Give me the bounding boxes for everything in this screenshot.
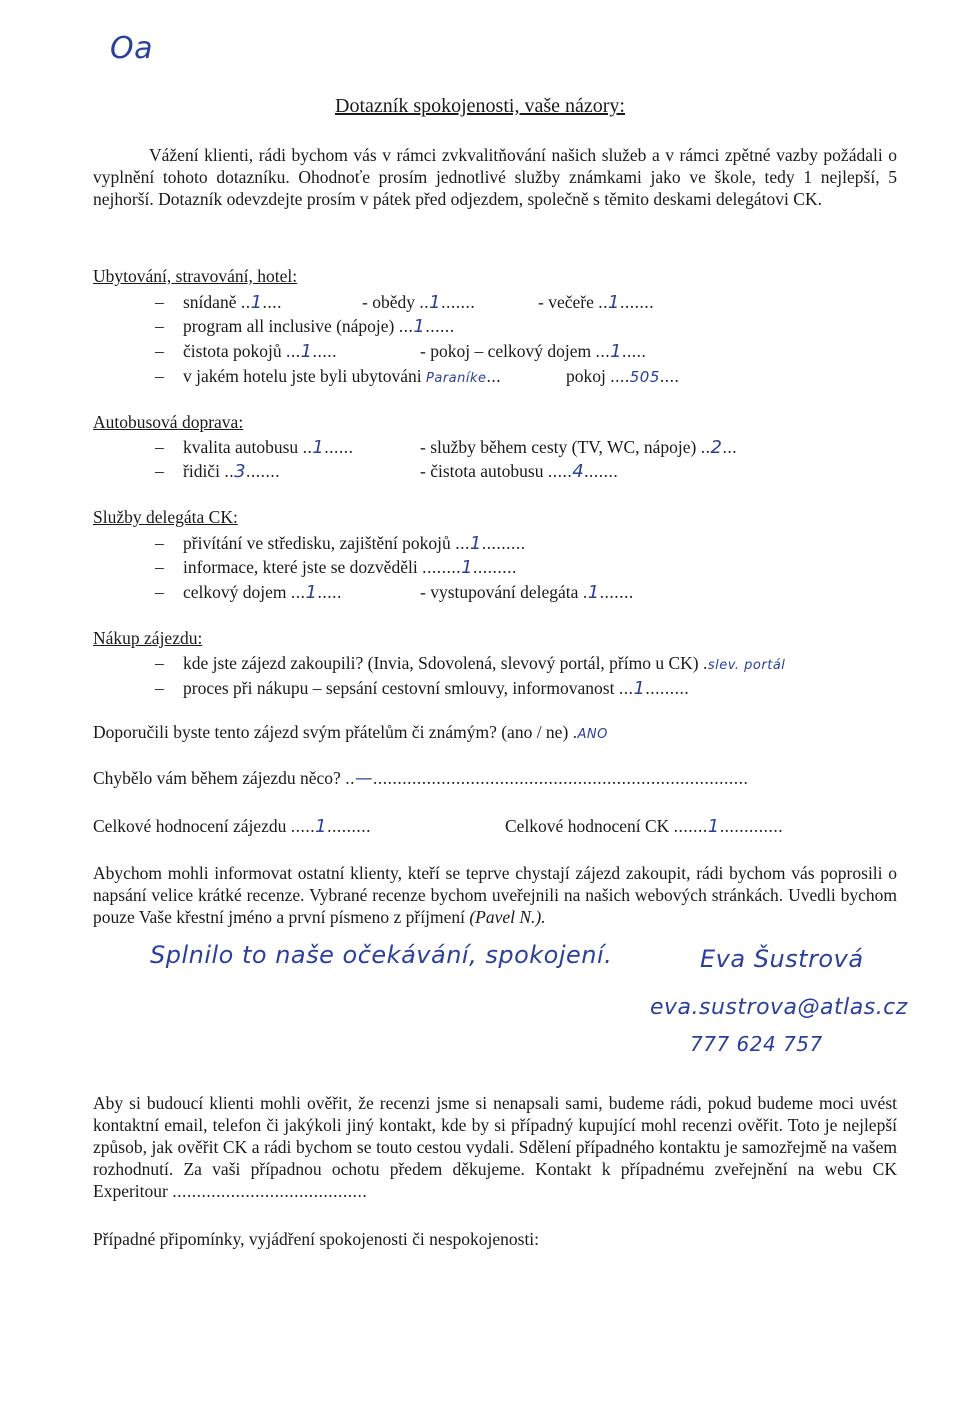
- comments-label: Případné připomínky, vyjádření spokojenosti či nespokojenosti:: [93, 1229, 540, 1249]
- row-room-cleanliness: – čistota pokojů ...1.....: [155, 341, 337, 362]
- lunch-value[interactable]: 1: [429, 292, 442, 313]
- missing-value[interactable]: —: [354, 769, 373, 789]
- hotel-label: v jakém hotelu jste byli ubytováni: [183, 366, 422, 386]
- contact-text: Aby si budoucí klienti mohli ověřit, že recenzi jsme si nenapsali sami, budeme rádi, pokud budeme moci uvést kontaktní email, telefon či jakýkoli jiný kontakt, kde by si případný kupující mohl recenzi ověřit. Toto je nejlepší způsob, jak ověřit CK a rádi bychom se touto cestou vydali. Sdělení případného kontaktu je samozřejmě na vašem rozhodnutí. Za vaši případnou ochotu předem děkujeme. Kontakt k případnému zveřejnění na webu CK Experitour: [93, 1093, 897, 1201]
- all-inclusive-value[interactable]: 1: [413, 316, 426, 337]
- review-request-paragraph: [93, 863, 897, 929]
- section-heading-purchase: Nákup zájezdu:: [93, 628, 203, 648]
- delegate-overall-value[interactable]: 1: [305, 582, 318, 603]
- row-drivers: – řidiči ..3.......: [155, 461, 281, 482]
- delegate-overall-label: celkový dojem: [183, 582, 287, 602]
- intro-paragraph: Vážení klienti, rádi bychom vás v rámci zvkvalitňování našich služeb a v rámci zpětné vazby požádali o vyplnění tohoto dotazníku. Ohodnoťe prosím jednotlivé služby známkami jako ve škole, tedy 1 nejlepší, 5 nejhorší. Dotazník odevzdejte prosím v pátek před odjezdem, společně s těmito deskami delegátovi CK.: [93, 145, 897, 209]
- room-overall-value[interactable]: 1: [610, 341, 623, 362]
- room-number-label: pokoj: [566, 366, 606, 386]
- drivers-label: řidiči: [183, 461, 220, 481]
- welcome-label: přivítání ve středisku, zajištění pokojů: [183, 533, 451, 553]
- row-delegate-overall: – celkový dojem ...1.....: [155, 582, 342, 603]
- section-heading-bus: Autobusová doprava:: [93, 412, 244, 432]
- overall-agency-label: Celkové hodnocení CK: [505, 816, 670, 836]
- dinner-label: - večeře: [538, 292, 594, 312]
- section-heading-accommodation: Ubytování, stravování, hotel:: [93, 266, 298, 286]
- page-title: Dotazník spokojenosti, vaše názory:: [335, 95, 625, 117]
- row-purchase-place: – kde jste zájezd zakoupili? (Invia, Sdovolená, slevový portál, přímo u CK) .slev. portál: [155, 653, 786, 673]
- review-request-text: Abychom mohli informovat ostatní klienty, kteří se teprve chystají zájezd zakoupit, rádi bychom vás poprosili o napsání velice krátké recenze. Vybrané recenze bychom uveřejnili na našich webových stránkách. Uvedli bychom pouze Vaše křestní jméno a první písmeno z příjmení: [93, 863, 897, 927]
- row-missing: Chybělo vám během zájezdu něco? ..—.............................................................................: [93, 768, 749, 789]
- purchase-process-value[interactable]: 1: [633, 678, 646, 699]
- handwritten-email[interactable]: eva.sustrova@atlas.cz: [650, 995, 908, 1020]
- dinner-value[interactable]: 1: [607, 292, 620, 313]
- handwritten-name[interactable]: Eva Šustrová: [700, 945, 864, 973]
- breakfast-value[interactable]: 1: [250, 292, 263, 313]
- bus-cleanliness-value[interactable]: 4: [572, 461, 585, 482]
- purchase-place-value[interactable]: slev. portál: [707, 658, 786, 673]
- breakfast-label: snídaně: [183, 292, 237, 312]
- row-breakfast: – snídaně ..1....: [155, 292, 283, 313]
- row-dinner: - večeře ..1.......: [538, 292, 655, 313]
- bus-quality-label: kvalita autobusu: [183, 437, 299, 457]
- recommend-value[interactable]: ANO: [577, 727, 608, 742]
- welcome-value[interactable]: 1: [469, 533, 482, 554]
- corner-handwritten-mark: Oa: [110, 31, 153, 66]
- row-bus-services: - služby během cesty (TV, WC, nápoje) ..2...: [420, 437, 738, 458]
- bus-quality-value[interactable]: 1: [312, 437, 325, 458]
- missing-label: Chybělo vám během zájezdu něco?: [93, 768, 341, 788]
- bus-services-value[interactable]: 2: [710, 437, 723, 458]
- purchase-process-label: proces při nákupu – sepsání cestovní smlouvy, informovanost: [183, 678, 615, 698]
- row-bus-quality: – kvalita autobusu ..1......: [155, 437, 354, 458]
- row-delegate-conduct: - vystupování delegáta .1.......: [420, 582, 634, 603]
- row-recommend: Doporučili byste tento zájezd svým přátelům či známým? (ano / ne) .ANO: [93, 722, 608, 742]
- row-information: – informace, které jste se dozvěděli ........1.........: [155, 557, 517, 578]
- overall-agency-value[interactable]: 1: [707, 816, 720, 837]
- overall-trip-value[interactable]: 1: [315, 816, 328, 837]
- row-overall-agency: Celkové hodnocení CK .......1.............: [505, 816, 784, 837]
- lunch-label: - obědy: [362, 292, 415, 312]
- delegate-conduct-value[interactable]: 1: [587, 582, 600, 603]
- purchase-place-label: kde jste zájezd zakoupili? (Invia, Sdovolená, slevový portál, přímo u CK): [183, 653, 699, 673]
- all-inclusive-label: program all inclusive (nápoje): [183, 316, 395, 336]
- bus-services-label: - služby během cesty (TV, WC, nápoje): [420, 437, 697, 457]
- row-bus-cleanliness: - čistota autobusu .....4.......: [420, 461, 619, 482]
- handwritten-phone[interactable]: 777 624 757: [690, 1032, 823, 1056]
- review-request-example: (Pavel N.).: [469, 906, 546, 927]
- handwritten-review[interactable]: Splnilo to naše očekávání, spokojení.: [150, 941, 613, 969]
- row-purchase-process: – proces při nákupu – sepsání cestovní smlouvy, informovanost ...1.........: [155, 678, 690, 699]
- information-label: informace, které jste se dozvěděli: [183, 557, 418, 577]
- room-cleanliness-value[interactable]: 1: [300, 341, 313, 362]
- recommend-label: Doporučili byste tento zájezd svým přátelům či známým?: [93, 722, 497, 742]
- section-heading-delegate: Služby delegáta CK:: [93, 507, 238, 527]
- drivers-value[interactable]: 3: [234, 461, 247, 482]
- row-lunch: - obědy ..1.......: [362, 292, 476, 313]
- row-room-overall: - pokoj – celkový dojem ...1.....: [420, 341, 647, 362]
- hotel-value[interactable]: Paraníke: [426, 371, 487, 386]
- row-hotel: – v jakém hotelu jste byli ubytováni Paraníke...: [155, 366, 502, 386]
- overall-trip-label: Celkové hodnocení zájezdu: [93, 816, 287, 836]
- contact-paragraph: Aby si budoucí klienti mohli ověřit, že recenzi jsme si nenapsali sami, budeme rádi, pokud budeme moci uvést kontaktní email, telefon či jakýkoli jiný kontakt, kde by si případný kupující mohl recenzi ověřit. Toto je nejlepší způsob, jak ověřit CK a rádi bychom se touto cestou vydali. Sdělení případného kontaktu je samozřejmě na vašem rozhodnutí. Za vaši případnou ochotu předem děkujeme. Kontakt k případnému zveřejnění na webu CK Experitour ........................................: [93, 1093, 897, 1201]
- row-room-number: pokoj ....505....: [566, 366, 680, 386]
- row-overall-trip: Celkové hodnocení zájezdu .....1.........: [93, 816, 371, 837]
- delegate-conduct-label: - vystupování delegáta: [420, 582, 579, 602]
- room-number-value[interactable]: 505: [629, 368, 660, 386]
- room-overall-label: - pokoj – celkový dojem: [420, 341, 592, 361]
- information-value[interactable]: 1: [461, 557, 474, 578]
- recommend-options: (ano / ne): [501, 722, 569, 742]
- room-cleanliness-label: čistota pokojů: [183, 341, 282, 361]
- bus-cleanliness-label: - čistota autobusu: [420, 461, 544, 481]
- row-all-inclusive: – program all inclusive (nápoje) ...1......: [155, 316, 455, 337]
- row-welcome: – přivítání ve středisku, zajištění pokojů ...1.........: [155, 533, 526, 554]
